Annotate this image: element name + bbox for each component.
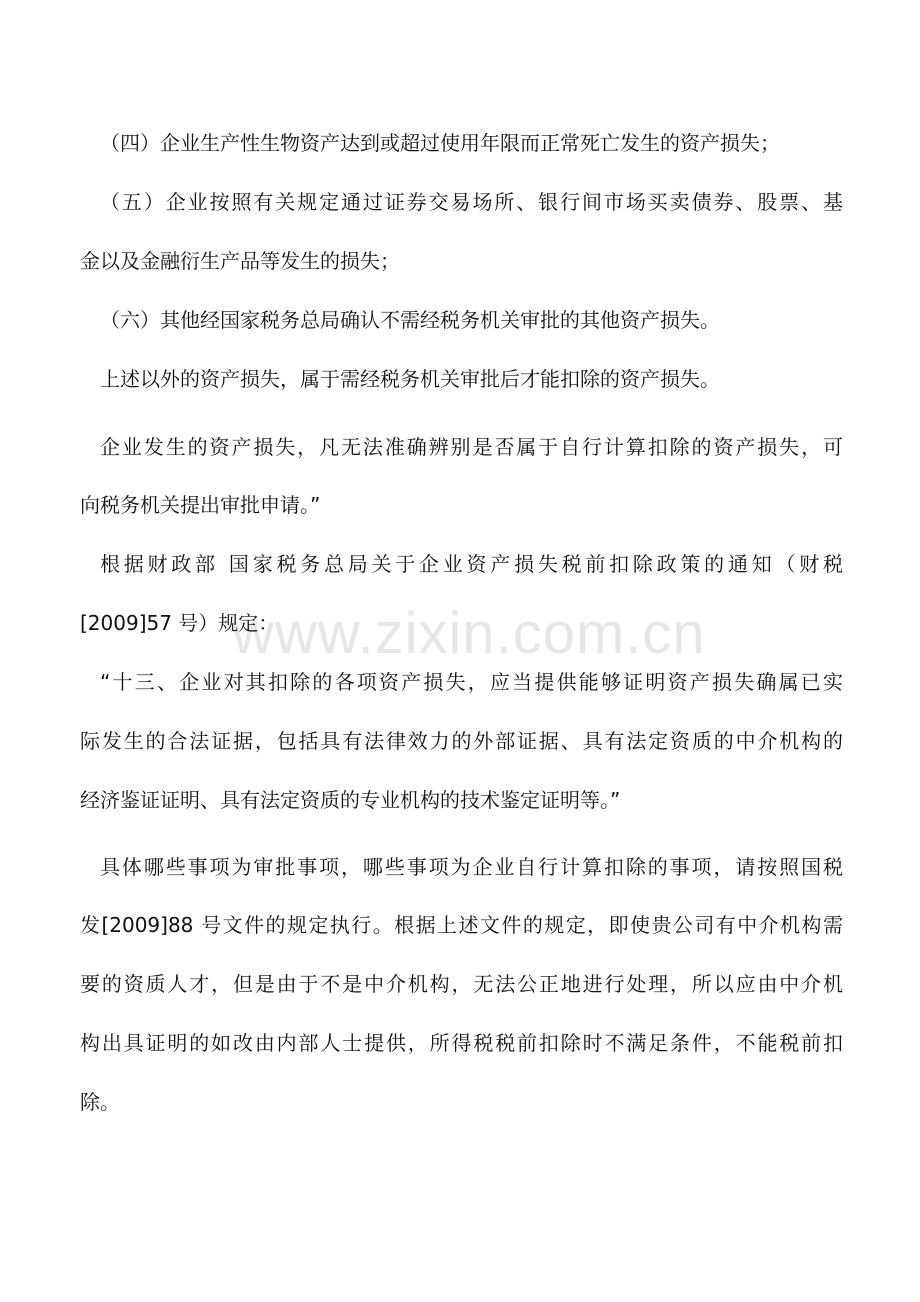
text-line: 具体哪些事项为审批事项，哪些事项为企业自行计算扣除的事项，请按照国税 (100, 855, 843, 879)
text-line: “十三、企业对其扣除的各项资产损失，应当提供能够证明资产损失确属已实 (100, 670, 843, 694)
text-line: 际发生的合法证据，包括具有法律效力的外部证据、具有法定资质的中介机构的 (80, 729, 843, 753)
text-line: 金以及金融衍生产品等发生的损失； (80, 249, 400, 273)
text-line: 向税务机关提出审批申请。” (80, 493, 321, 517)
text-line: 除。 (80, 1090, 120, 1114)
text-line: 经济鉴证证明、具有法定资质的专业机构的技术鉴定证明等。” (80, 788, 621, 812)
text-line: 企业发生的资产损失，凡无法准确辨别是否属于自行计算扣除的资产损失，可 (100, 435, 843, 459)
text-line: 要的资质人才，但是由于不是中介机构，无法公正地进行处理，所以应由中介机 (80, 972, 843, 996)
text-line: [2009]57 号）规定： (80, 611, 279, 635)
text-line: （六）其他经国家税务总局确认不需经税务机关审批的其他资产损失。 (100, 308, 720, 332)
text-line: 根据财政部 国家税务总局关于企业资产损失税前扣除政策的通知（财税 (100, 552, 843, 576)
text-line: （四）企业生产性生物资产达到或超过使用年限而正常死亡发生的资产损失； (100, 131, 780, 155)
text-line: 发[2009]88 号文件的规定执行。根据上述文件的规定，即使贵公司有中介机构需 (80, 913, 843, 937)
text-line: 构出具证明的如改由内部人士提供，所得税税前扣除时不满足条件，不能税前扣 (80, 1031, 843, 1055)
text-line: （五）企业按照有关规定通过证券交易场所、银行间市场买卖债券、股票、基 (100, 190, 843, 214)
text-line: 上述以外的资产损失，属于需经税务机关审批后才能扣除的资产损失。 (100, 367, 720, 391)
watermark: www.zixin.com.cn (232, 601, 706, 666)
